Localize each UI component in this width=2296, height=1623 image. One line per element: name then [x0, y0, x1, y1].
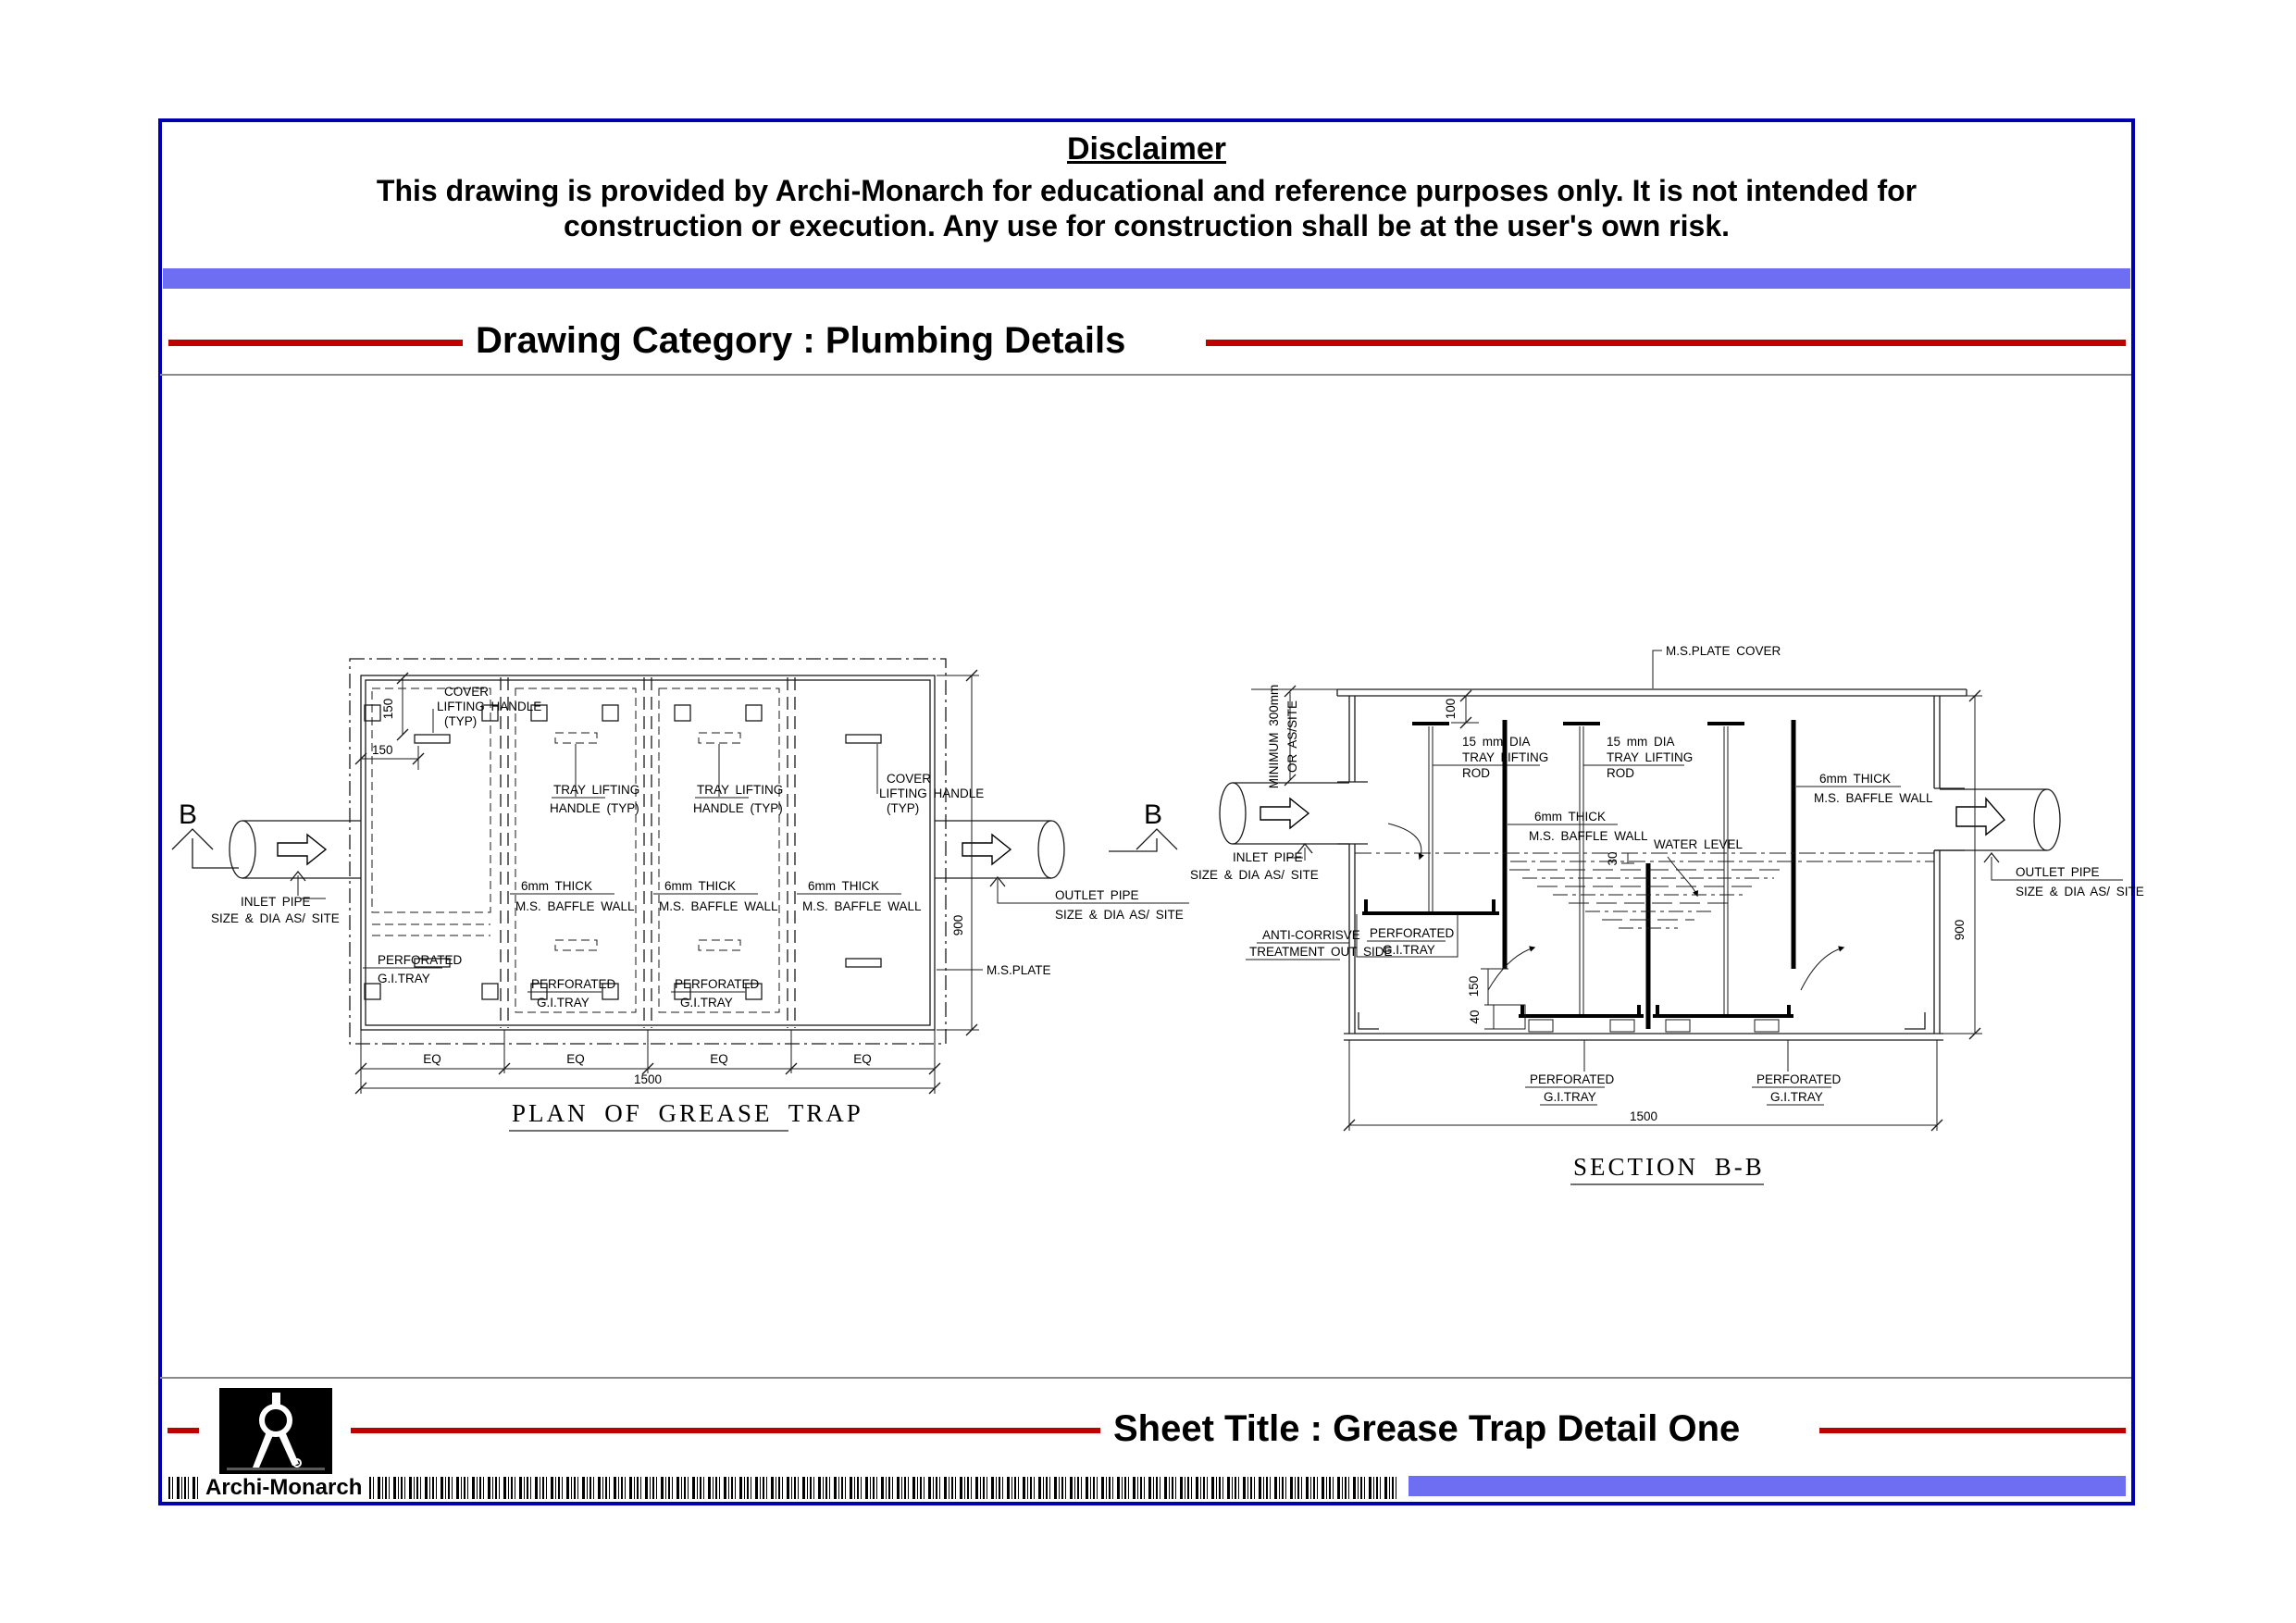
label-text: M.S. BAFFLE WALL: [659, 899, 778, 913]
label-text: G.I.TRAY: [378, 972, 430, 985]
footer-rule-dash: [168, 1428, 199, 1433]
archi-monarch-logo: [219, 1388, 332, 1474]
section-baffle-label-right: [1796, 772, 1933, 805]
dim-label: MINIMUM 300mm: [1267, 684, 1281, 789]
label-text: SIZE & DIA AS/ SITE: [1055, 908, 1184, 922]
plan-baffle-label-3: [797, 879, 922, 913]
section-outlet-label: [1984, 853, 2144, 898]
dim-label: EQ: [423, 1052, 441, 1066]
label-text: 6mm THICK: [664, 879, 737, 893]
label-text: PERFORATED: [1756, 1072, 1842, 1086]
label-text: (TYP): [887, 801, 920, 815]
plan-baffle-label-2: [653, 879, 778, 913]
disclaimer-line-2: construction or execution. Any use for construction shall be at the user's own risk.: [564, 209, 1730, 242]
section-bottom-trays: [1494, 1005, 1793, 1032]
section-baffle-walls: [1505, 720, 1793, 1029]
footer-rule-right: [1819, 1428, 2126, 1433]
label-text: M.S. BAFFLE WALL: [515, 899, 635, 913]
label-text: TRAY LIFTING: [1607, 750, 1694, 764]
section-top-plate: [1337, 689, 1967, 696]
section-perforated-label-2: [1752, 1040, 1842, 1105]
section-rod-label-2: [1583, 735, 1693, 780]
label-text: OUTLET PIPE: [1055, 888, 1139, 902]
plan-section-marker-right: [1109, 799, 1177, 851]
dim-label: 900: [1953, 919, 1967, 941]
label-text: M.S. BAFFLE WALL: [1814, 791, 1933, 805]
dim-label: 900: [951, 914, 965, 936]
dim-label: EQ: [710, 1052, 728, 1066]
disclaimer-title: Disclaimer: [1067, 131, 1226, 167]
plan-baffle-label-1: [510, 879, 635, 913]
section-dim-min300: [1251, 685, 1337, 789]
label-text: (TYP): [444, 714, 478, 728]
plan-bar-handles: [415, 733, 881, 967]
section-inlet-pipe: [1220, 783, 1349, 844]
label-text: HANDLE (TYP): [550, 801, 639, 815]
flow-arrow-icon: [962, 835, 1011, 864]
footer-divider-bar: [1409, 1476, 2126, 1496]
label-text: TREATMENT OUT SIDE: [1249, 945, 1393, 959]
label-text: G.I.TRAY: [1544, 1090, 1596, 1104]
label-text: M.S.PLATE COVER: [1666, 644, 1781, 658]
section-rod-label-1: [1433, 735, 1548, 780]
section-water-level: [1355, 837, 1934, 896]
section-marker-label: B: [1144, 799, 1163, 830]
label-text: 15 mm DIA: [1607, 735, 1675, 749]
dim-label: 30: [1606, 851, 1620, 866]
label-text: PERFORATED: [531, 977, 616, 991]
label-text: G.I.TRAY: [1383, 943, 1435, 957]
drawing-category-title: Drawing Category : Plumbing Details: [476, 320, 1126, 361]
section-outlet-pipe: [1940, 789, 2060, 850]
label-text: COVER: [887, 772, 932, 786]
plan-inlet-pipe: [230, 821, 361, 878]
dim-label: OR AS/SITE: [1285, 700, 1299, 774]
plan-dim-1500: [355, 1072, 940, 1094]
dim-label: 40: [1468, 1010, 1482, 1024]
label-text: SIZE & DIA AS/ SITE: [2016, 885, 2144, 898]
label-text: INLET PIPE: [241, 895, 311, 909]
barcode: [168, 1477, 1399, 1499]
label-text: 15 mm DIA: [1462, 735, 1531, 749]
label-text: ANTI-CORRISVE: [1262, 928, 1360, 942]
section-dim-1500: [1344, 1040, 1942, 1131]
plan-section-marker-left: [172, 799, 239, 868]
label-text: LIFTING HANDLE: [437, 700, 542, 713]
plan-outlet-pipe: [935, 821, 1064, 878]
disclaimer-line-1: This drawing is provided by Archi-Monarch for educational and reference purposes only. It is not intended for: [376, 174, 1917, 207]
plan-cover-handle-label-1: [433, 685, 541, 733]
flow-arrow-icon: [1956, 799, 2004, 835]
label-text: ROD: [1607, 766, 1634, 780]
section-view: [1190, 644, 2144, 1184]
label-text: PERFORATED: [675, 977, 760, 991]
plan-outlet-label: [990, 877, 1189, 922]
footer-top-rule: [160, 1377, 2131, 1379]
section-title: SECTION B-B: [1573, 1153, 1765, 1181]
section-flow-arrows: [1388, 824, 1843, 990]
label-text: OUTLET PIPE: [2016, 865, 2100, 879]
label-text: G.I.TRAY: [1770, 1090, 1823, 1104]
dim-label: 150: [372, 743, 393, 757]
label-text: PERFORATED: [378, 953, 463, 967]
section-baffle-label-mid: [1508, 810, 1648, 843]
dim-label: 1500: [1629, 1109, 1658, 1123]
section-dim-150-40: [1467, 969, 1508, 1029]
plan-msplate-label: [937, 963, 1051, 977]
water-level-label: WATER LEVEL: [1654, 837, 1744, 851]
footer-rule-left: [351, 1428, 1100, 1433]
plan-view: [172, 659, 1189, 1131]
section-plate-cover-label: [1653, 644, 1781, 688]
plan-tank-inner: [366, 680, 930, 1025]
flow-arrow-icon: [1260, 799, 1309, 828]
label-text: M.S.PLATE: [987, 963, 1051, 977]
plan-tank-outer: [361, 675, 935, 1030]
label-text: 6mm THICK: [1819, 772, 1892, 786]
dim-label: EQ: [566, 1052, 585, 1066]
section-inlet-label: [1190, 844, 1319, 882]
section-perforated-label-1: [1525, 1040, 1615, 1105]
label-text: SIZE & DIA AS/ SITE: [1190, 868, 1319, 882]
label-text: G.I.TRAY: [537, 996, 590, 1010]
label-text: INLET PIPE: [1233, 850, 1303, 864]
label-text: TRAY LIFTING: [553, 783, 640, 797]
dim-label: 100: [1444, 698, 1458, 720]
plan-inlet-label: [211, 872, 340, 925]
label-text: LIFTING HANDLE: [879, 787, 985, 800]
label-text: 6mm THICK: [1534, 810, 1607, 824]
sheet-title: Sheet Title : Grease Trap Detail One: [1113, 1408, 1741, 1449]
label-text: 6mm THICK: [808, 879, 880, 893]
flow-arrow-icon: [278, 835, 326, 864]
plan-cover-outline: [350, 659, 946, 1044]
dim-label: EQ: [853, 1052, 872, 1066]
compass-icon: [219, 1388, 332, 1474]
label-text: TRAY LIFTING: [1462, 750, 1549, 764]
dim-label: 150: [1467, 975, 1481, 997]
section-dim-900: [1943, 690, 1982, 1039]
plan-perforated-label-1: [363, 953, 463, 985]
label-text: TRAY LIFTING: [697, 783, 784, 797]
plan-tray-handle-label-2: [693, 744, 783, 815]
label-text: M.S. BAFFLE WALL: [1529, 829, 1648, 843]
label-text: 6mm THICK: [521, 879, 593, 893]
plan-title: PLAN OF GREASE TRAP: [512, 1099, 863, 1127]
label-text: PERFORATED: [1370, 926, 1455, 940]
plan-tray-handle-label-1: [550, 744, 639, 815]
label-text: G.I.TRAY: [680, 996, 733, 1010]
dim-label: 150: [381, 698, 395, 720]
section-marker-label: B: [179, 799, 198, 830]
label-text: PERFORATED: [1530, 1072, 1615, 1086]
barcode-stripes-right: [369, 1477, 1399, 1499]
plan-dim-150-vertical: [381, 673, 408, 740]
label-text: HANDLE (TYP): [693, 801, 783, 815]
label-text: COVER: [444, 685, 490, 699]
barcode-brand-label: Archi-Monarch: [198, 1477, 369, 1499]
dim-label: 1500: [633, 1072, 663, 1086]
plan-baffle-walls: [501, 677, 795, 1028]
barcode-stripes-left: [168, 1477, 198, 1499]
label-text: SIZE & DIA AS/ SITE: [211, 911, 340, 925]
label-text: M.S. BAFFLE WALL: [802, 899, 922, 913]
label-text: ROD: [1462, 766, 1490, 780]
